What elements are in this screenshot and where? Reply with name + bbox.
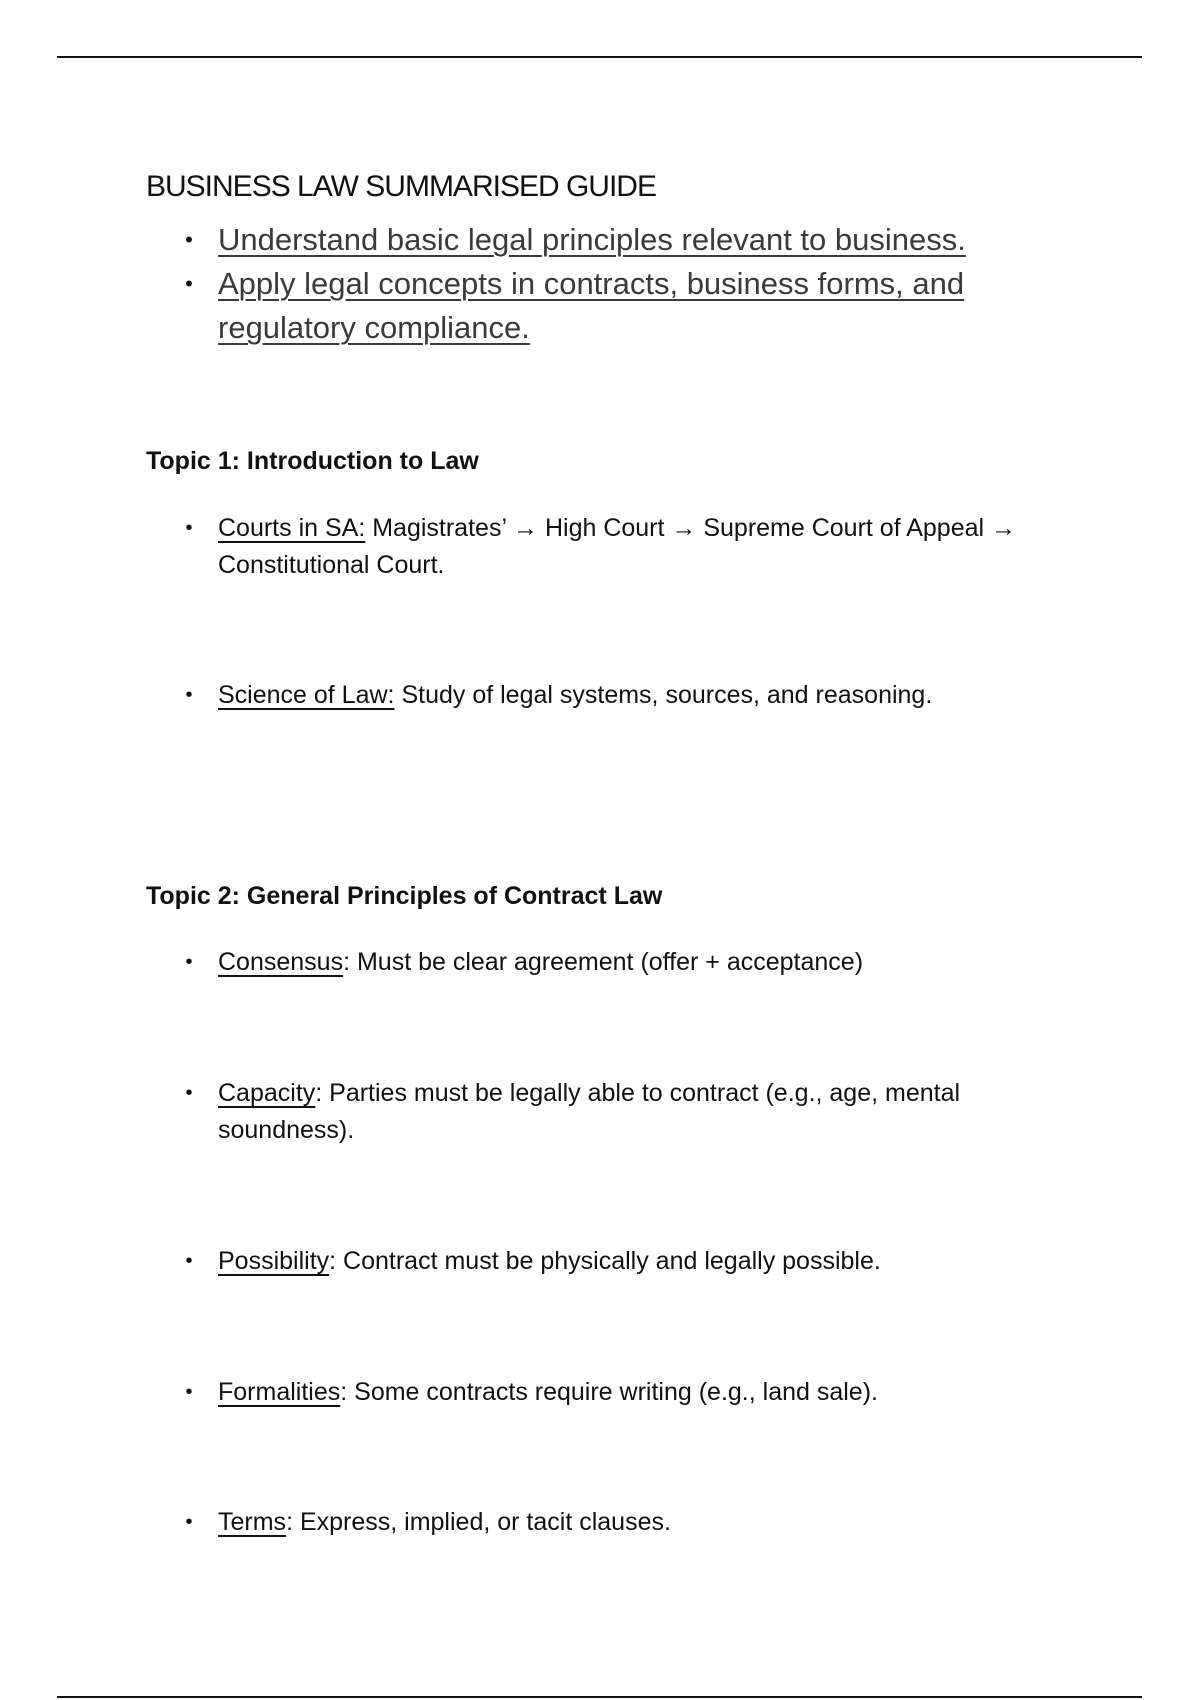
objective-text: Understand basic legal principles relevant to business. — [218, 222, 966, 257]
item-text: : Some contracts require writing (e.g., land sale). — [340, 1378, 878, 1406]
topic-2-item — [146, 944, 1046, 981]
topic-2-item — [146, 1374, 1046, 1411]
document-title: BUSINESS LAW SUMMARISED GUIDE — [146, 170, 656, 204]
bullet-icon: • — [185, 1381, 193, 1403]
item-term: Courts in SA: — [218, 514, 366, 542]
item-text: Magistrates’ → High Court → Supreme Court of Appeal → Constitutional Court. — [218, 514, 1017, 579]
item-term: Consensus — [218, 948, 344, 976]
item-term: Capacity — [218, 1079, 316, 1107]
bullet-icon: • — [185, 1250, 193, 1272]
topic-2-item — [146, 1075, 1046, 1149]
bullet-icon: • — [185, 517, 193, 539]
item-text: Study of legal systems, sources, and reasoning. — [394, 681, 933, 709]
topic-2-heading: Topic 2: General Principles of Contract Law — [146, 882, 663, 910]
item-term: Science of Law: — [218, 681, 395, 709]
topic-2-item — [146, 1243, 1046, 1280]
item-term: Terms — [218, 1508, 287, 1536]
bullet-icon: • — [185, 951, 193, 973]
bullet-icon: • — [185, 227, 193, 252]
item-text: : Parties must be legally able to contract (e.g., age, mental soundness). — [218, 1079, 961, 1144]
bullet-icon: • — [185, 1511, 193, 1533]
header-rule — [57, 56, 1142, 58]
item-term: Formalities — [218, 1378, 341, 1406]
footer-rule — [57, 1696, 1142, 1698]
item-text: : Must be clear agreement (offer + acceptance) — [343, 948, 864, 976]
item-text: : Contract must be physically and legally possible. — [329, 1247, 881, 1275]
objective-item — [146, 218, 1046, 262]
objective-item — [146, 262, 1046, 350]
topic-1-item — [146, 677, 1046, 714]
item-text: : Express, implied, or tacit clauses. — [286, 1508, 671, 1536]
topic-2-item — [146, 1504, 1046, 1541]
bullet-icon: • — [185, 271, 193, 296]
item-term: Possibility — [218, 1247, 330, 1275]
topic-1-heading: Topic 1: Introduction to Law — [146, 447, 479, 475]
bullet-icon: • — [185, 684, 193, 706]
topic-1-item — [146, 510, 1046, 584]
objectives-list — [146, 218, 1046, 350]
objective-text: Apply legal concepts in contracts, business forms, and regulatory compliance. — [218, 266, 965, 345]
bullet-icon: • — [185, 1082, 193, 1104]
